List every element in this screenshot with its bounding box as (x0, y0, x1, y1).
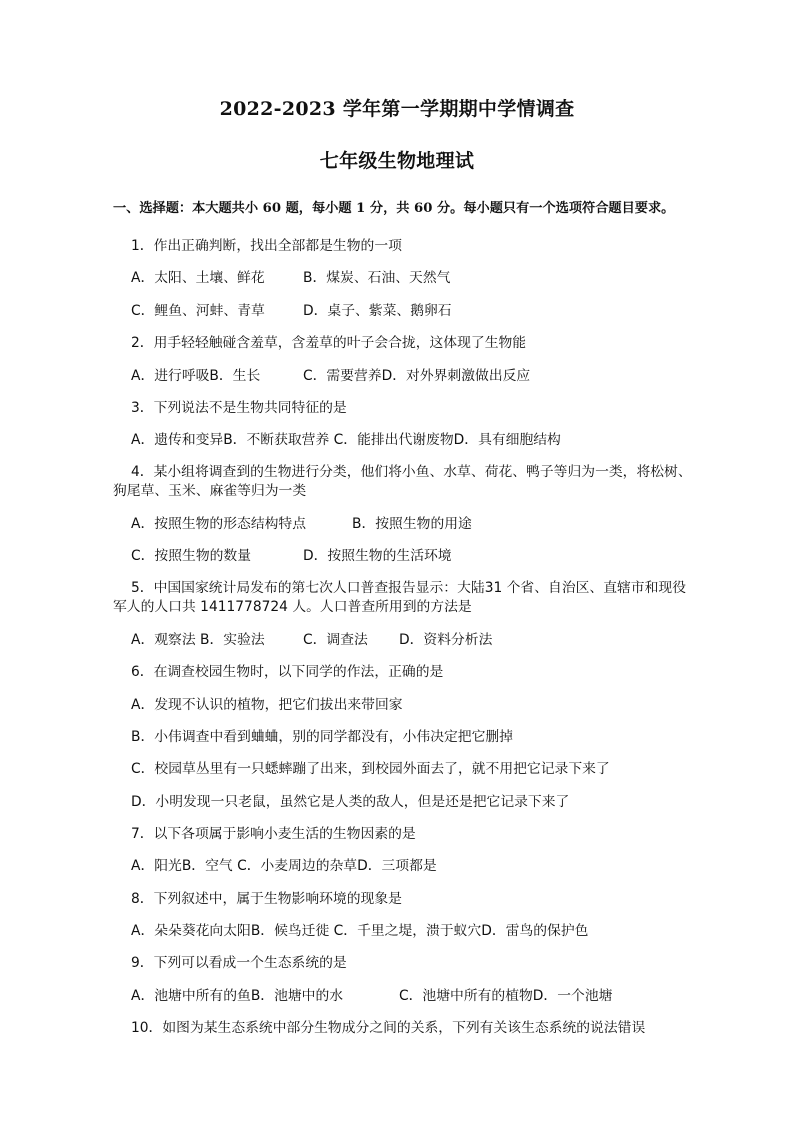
question-7-options: A．阳光B．空气 C．小麦周边的杂草D．三项都是 (131, 858, 437, 874)
question-1-option-a: A．太阳、土壤、鲜花 (131, 270, 265, 286)
question-9-stem: 9．下列可以看成一个生态系统的是 (131, 955, 347, 971)
question-4-option-c: C．按照生物的数量 (131, 548, 252, 564)
question-8-options: A．朵朵葵花向太阳B．候鸟迁徙 C．千里之堤，溃于蚁穴D．雷鸟的保护色 (131, 923, 589, 939)
question-5-option-c: C．调查法 (303, 632, 368, 648)
question-10-stem: 10．如图为某生态系统中部分生物成分之间的关系，下列有关该生态系统的说法错误 (131, 1020, 646, 1036)
question-7-stem: 7．以下各项属于影响小麦生活的生物因素的是 (131, 826, 416, 842)
question-4-stem: 4．某小组将调查到的生物进行分类，他们将小鱼、水草、荷花、鸭子等归为一类，将松树、狗尾草、玉米、麻雀等归为一类 (113, 464, 692, 499)
question-2-options-ab: A．进行呼吸B．生长 (131, 368, 261, 384)
question-5-option-d: D．资料分析法 (399, 632, 493, 648)
question-9-options-cd: C．池塘中所有的植物D．一个池塘 (399, 988, 613, 1004)
question-3-stem: 3．下列说法不是生物共同特征的是 (131, 400, 347, 416)
question-4-option-d: D．按照生物的生活环境 (303, 548, 452, 564)
question-9-options-ab: A．池塘中所有的鱼B．池塘中的水 (131, 988, 344, 1004)
question-6-option-b: B．小伟调查中看到蛐蛐，别的同学都没有，小伟决定把它删掉 (131, 729, 513, 745)
exam-title: 2022-2023 学年第一学期期中学情调查 (219, 98, 575, 120)
question-4-option-b: B．按照生物的用途 (352, 516, 472, 532)
question-6-option-d: D．小明发现一只老鼠，虽然它是人类的敌人，但是还是把它记录下来了 (131, 794, 570, 810)
question-1-option-d: D．桌子、紫菜、鹅卵石 (303, 303, 452, 319)
question-1-option-c: C．鲤鱼、河蚌、青草 (131, 303, 265, 319)
question-6-option-c: C．校园草丛里有一只蟋蟀蹦了出来，到校园外面去了，就不用把它记录下来了 (131, 761, 610, 777)
question-5-stem: 5．中国国家统计局发布的第七次人口普查报告显示：大陆31 个省、自治区、直辖市和现役军人的人口共 1411778724 人。人口普查所用到的方法是 (113, 580, 686, 615)
question-3-options: A．遗传和变异B．不断获取营养 C．能排出代谢废物D．具有细胞结构 (131, 432, 561, 448)
question-6-option-a: A．发现不认识的植物，把它们拔出来带回家 (131, 697, 403, 713)
question-6-stem: 6．在调查校园生物时，以下同学的作法，正确的是 (131, 664, 444, 680)
section-heading: 一、选择题：本大题共小 60 题，每小题 1 分，共 60 分。每小题只有一个选项符合题目要求。 (113, 201, 675, 216)
question-5-options-ab: A．观察法 B．实验法 (131, 632, 265, 648)
question-2-options-cd: C．需要营养D．对外界刺激做出反应 (303, 368, 531, 384)
question-4-option-a: A．按照生物的形态结构特点 (131, 516, 306, 532)
question-2-stem: 2．用手轻轻触碰含羞草，含羞草的叶子会合拢，这体现了生物能 (131, 335, 527, 351)
question-8-stem: 8．下列叙述中，属于生物影响环境的现象是 (131, 891, 402, 907)
question-1-option-b: B．煤炭、石油、天然气 (303, 270, 451, 286)
question-1-stem: 1．作出正确判断，找出全部都是生物的一项 (131, 238, 402, 254)
exam-subtitle: 七年级生物地理试 (319, 150, 475, 172)
